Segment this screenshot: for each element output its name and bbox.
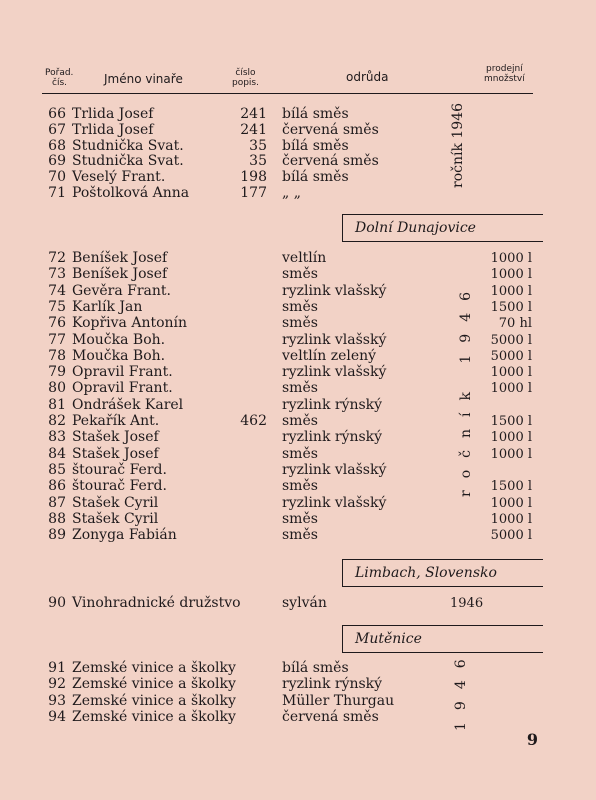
cell-variety: ryzlink vlašský xyxy=(282,364,387,381)
cell-variety: směs xyxy=(282,315,318,332)
cell-variety: směs xyxy=(282,527,318,544)
vintage-label-a: ročník 1946 xyxy=(450,102,466,188)
cell-num: 70 xyxy=(48,169,66,186)
cell-variety: Müller Thurgau xyxy=(282,692,395,709)
cell-name: Stašek Josef xyxy=(72,429,159,446)
list-item xyxy=(44,250,536,267)
cell-num: 94 xyxy=(48,708,66,725)
list-item xyxy=(44,595,536,612)
cell-name: Ondrášek Karel xyxy=(72,396,184,413)
cell-num: 74 xyxy=(48,282,66,299)
cell-num: 90 xyxy=(48,595,66,611)
cell-variety: červená směs xyxy=(282,153,379,170)
cell-num: 80 xyxy=(48,380,66,397)
cell-variety: ryzlink rýnský xyxy=(282,429,383,446)
cell-name: Studnička Svat. xyxy=(72,137,184,154)
cell-name: Beníšek Josef xyxy=(72,250,168,266)
cell-variety: ryzlink rýnský xyxy=(282,396,383,413)
header-name: Jméno vinaře xyxy=(104,72,183,86)
cell-variety: ryzlink vlašský xyxy=(282,494,387,511)
cell-num: 93 xyxy=(48,692,66,709)
cell-num: 67 xyxy=(48,121,66,138)
cell-variety: směs xyxy=(282,298,318,315)
cell-popis: 35 xyxy=(249,137,267,154)
cell-num: 82 xyxy=(48,413,66,429)
cell-num: 69 xyxy=(48,153,66,170)
cell-variety: veltlín xyxy=(282,250,327,266)
cell-popis: 177 xyxy=(240,185,267,201)
cell-qty: 1000 l xyxy=(490,365,532,381)
cell-name: Kopřiva Antonín xyxy=(72,315,188,332)
cell-qty: 1500 l xyxy=(490,414,532,429)
cell-name: štourač Ferd. xyxy=(72,461,167,478)
cell-num: 89 xyxy=(48,527,66,544)
cell-qty: 1500 l xyxy=(490,299,532,315)
cell-name: Veselý Frant. xyxy=(72,169,166,186)
section-limbach: Limbach, Slovensko xyxy=(342,559,543,587)
cell-num: 79 xyxy=(48,364,66,381)
cell-num: 78 xyxy=(48,347,66,364)
cell-num: 66 xyxy=(48,106,66,122)
cell-variety: červená směs xyxy=(282,708,379,725)
cell-variety: ryzlink vlašský xyxy=(282,461,387,478)
header-qty: prodejní množství xyxy=(484,64,525,84)
cell-num: 77 xyxy=(48,331,66,348)
cell-variety: ryzlink vlašský xyxy=(282,331,387,348)
cell-name: Zemské vinice a školky xyxy=(72,692,236,709)
cell-variety: bílá směs xyxy=(282,106,349,122)
cell-variety: bílá směs xyxy=(282,660,349,676)
section-mutenice: Mutěnice xyxy=(342,625,543,653)
cell-popis: 241 xyxy=(240,106,267,122)
cell-name: Zemské vinice a školky xyxy=(72,708,236,725)
cell-name: Zonyga Fabián xyxy=(72,527,177,544)
cell-variety: směs xyxy=(282,266,318,283)
cell-name: Moučka Boh. xyxy=(72,347,166,364)
cell-num: 68 xyxy=(48,137,66,154)
cell-qty: 1000 l xyxy=(490,381,532,397)
cell-name: Vinohradnické družstvo xyxy=(72,595,241,611)
cell-num: 92 xyxy=(48,676,66,693)
cell-name: Stašek Josef xyxy=(72,445,159,462)
cell-name: Gevěra Frant. xyxy=(72,282,171,299)
list-item xyxy=(44,527,536,544)
cell-num: 72 xyxy=(48,250,66,266)
cell-variety: ryzlink vlašský xyxy=(282,282,387,299)
cell-num: 84 xyxy=(48,445,66,462)
cell-qty: 1000 l xyxy=(490,495,532,511)
cell-variety: směs xyxy=(282,478,318,495)
list-item xyxy=(44,511,536,528)
cell-variety: směs xyxy=(282,380,318,397)
cell-num: 75 xyxy=(48,298,66,315)
header-variety: odrůda xyxy=(346,70,389,84)
cell-num: 71 xyxy=(48,185,66,201)
cell-qty: 5000 l xyxy=(490,528,532,544)
cell-qty: 1500 l xyxy=(490,479,532,495)
cell-num: 83 xyxy=(48,429,66,446)
cell-qty: 5000 l xyxy=(490,348,532,364)
cell-popis: 241 xyxy=(240,121,267,138)
cell-num: 87 xyxy=(48,494,66,511)
cell-name: Pekařík Ant. xyxy=(72,413,160,429)
cell-name: Opravil Frant. xyxy=(72,380,173,397)
cell-qty: 1946 xyxy=(450,596,484,611)
cell-variety: „ „ xyxy=(282,185,301,201)
cell-name: Moučka Boh. xyxy=(72,331,166,348)
cell-variety: veltlín zelený xyxy=(282,347,377,364)
cell-name: Opravil Frant. xyxy=(72,364,173,381)
cell-name: Beníšek Josef xyxy=(72,266,168,283)
cell-name: Stašek Cyril xyxy=(72,494,159,511)
cell-num: 85 xyxy=(48,461,66,478)
cell-num: 88 xyxy=(48,510,66,527)
cell-num: 91 xyxy=(48,660,66,676)
cell-name: Zemské vinice a školky xyxy=(72,660,236,676)
cell-variety: sylván xyxy=(282,595,327,611)
cell-variety: směs xyxy=(282,413,318,429)
vintage-label-d: 1946 xyxy=(453,647,469,731)
cell-name: Zemské vinice a školky xyxy=(72,676,236,693)
cell-popis: 198 xyxy=(240,169,267,186)
page-number: 9 xyxy=(526,730,538,749)
cell-variety: ryzlink rýnský xyxy=(282,676,383,693)
vintage-label-b: ročník 1946 xyxy=(458,279,474,497)
cell-qty: 1000 l xyxy=(490,446,532,462)
cell-qty: 1000 l xyxy=(490,283,532,299)
cell-variety: červená směs xyxy=(282,121,379,138)
cell-variety: bílá směs xyxy=(282,169,349,186)
list-item xyxy=(44,495,536,512)
cell-popis: 462 xyxy=(240,413,267,429)
cell-variety: bílá směs xyxy=(282,137,349,154)
cell-qty: 1000 l xyxy=(490,511,532,527)
cell-name: Studnička Svat. xyxy=(72,153,184,170)
header-rule xyxy=(42,93,533,94)
cell-qty: 1000 l xyxy=(490,430,532,446)
cell-num: 81 xyxy=(48,396,66,413)
cell-qty: 70 hl xyxy=(498,316,532,332)
cell-variety: směs xyxy=(282,510,318,527)
cell-variety: směs xyxy=(282,445,318,462)
cell-name: Karlík Jan xyxy=(72,298,143,315)
cell-num: 73 xyxy=(48,266,66,283)
cell-name: štourač Ferd. xyxy=(72,478,167,495)
cell-name: Trlida Josef xyxy=(72,121,154,138)
section-dolni-dunajovice: Dolní Dunajovice xyxy=(342,214,543,242)
cell-qty: 1000 l xyxy=(490,251,532,266)
header-num: Pořad. čís. xyxy=(45,68,74,88)
cell-num: 86 xyxy=(48,478,66,495)
cell-name: Stašek Cyril xyxy=(72,510,159,527)
cell-name: Poštolková Anna xyxy=(72,185,190,201)
header-popis: číslo popis. xyxy=(232,68,259,88)
cell-qty: 5000 l xyxy=(490,332,532,348)
cell-qty: 1000 l xyxy=(490,267,532,283)
cell-num: 76 xyxy=(48,315,66,332)
cell-popis: 35 xyxy=(249,153,267,170)
cell-name: Trlida Josef xyxy=(72,106,154,122)
